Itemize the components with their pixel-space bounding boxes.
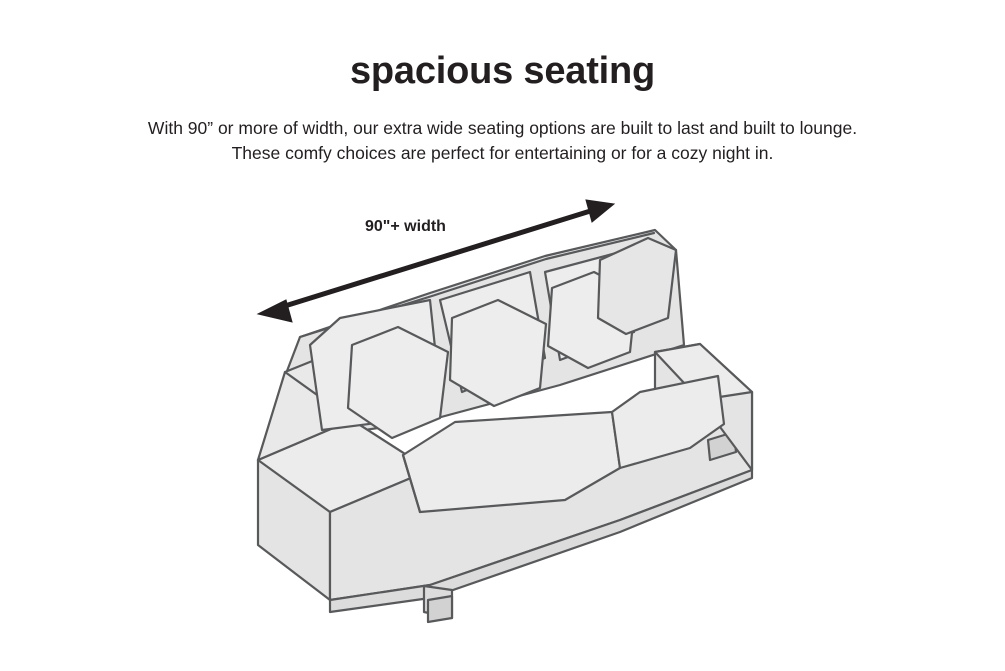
dimension-arrow-head-right [586,200,614,222]
sofa-foot-left [428,596,452,622]
dimension-arrow-head-left [258,300,292,322]
subtitle-line-2: These comfy choices are perfect for entertaining or for a cozy night in. [231,143,774,164]
subtitle-line-1: With 90” or more of width, our extra wide seating options are built to last and built to lounge. [147,118,858,138]
page-title: spacious seating [349,50,656,92]
dimension-label: 90"+ width [365,218,446,235]
